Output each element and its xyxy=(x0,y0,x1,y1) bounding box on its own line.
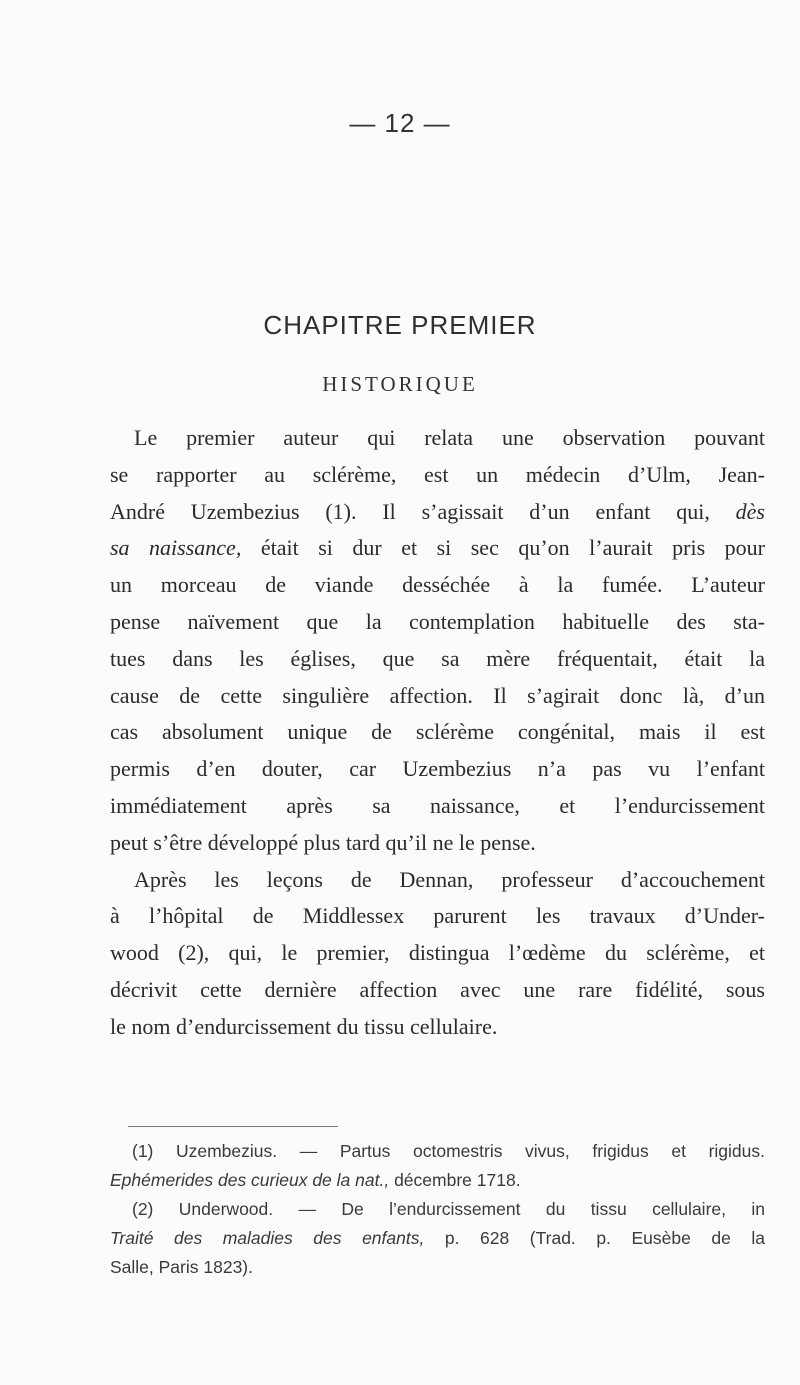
footnote-emphasis: Traité des maladies des enfants, xyxy=(110,1228,425,1248)
body-line xyxy=(110,494,765,531)
body-line: Le premier auteur qui relata une observation pouvant xyxy=(134,425,765,450)
body-text-run: était si dur et si sec qu’on l’aurait pris pour xyxy=(260,535,765,561)
footnote-text-run: décembre 1718. xyxy=(394,1170,521,1190)
body-line: décrivit cette dernière affection avec une rare fidélité, sous xyxy=(110,976,765,1002)
footnote-line: Salle, Paris 1823). xyxy=(110,1257,253,1277)
footnote-emphasis: Ephémerides des curieux de la nat., xyxy=(110,1170,390,1190)
footnotes xyxy=(110,1137,765,1282)
body-text xyxy=(110,420,765,1046)
body-line: pense naïvement que la contemplation habituelle des sta- xyxy=(110,608,765,634)
footnote-line: (1) Uzembezius. — Partus octomestris vivus, frigidus et rigidus. xyxy=(132,1141,765,1161)
page-number: — 12 — xyxy=(349,108,451,138)
footnote-divider xyxy=(128,1126,338,1127)
body-line: tues dans les églises, que sa mère fréquentait, était la xyxy=(110,645,765,671)
body-line: se rapporter au sclérème, est un médecin d’Ulm, Jean- xyxy=(110,461,765,487)
body-line: permis d’en douter, car Uzembezius n’a pas vu l’enfant xyxy=(110,756,765,782)
body-line: immédiatement après sa naissance, et l’endurcissement xyxy=(110,792,765,818)
emphasis: sa naissance, xyxy=(110,535,242,561)
body-line: cas absolument unique de sclérème congénital, mais il est xyxy=(110,719,765,745)
body-line: cause de cette singulière affection. Il s’agirait donc là, d’un xyxy=(110,682,765,708)
body-line: à l’hôpital de Middlessex parurent les travaux d’Under- xyxy=(110,903,765,929)
emphasis: dès xyxy=(735,498,765,524)
footnote-line: (2) Underwood. — De l’endurcissement du tissu cellulaire, in xyxy=(132,1199,765,1219)
footnote-line xyxy=(110,1166,765,1195)
body-line: le nom d’endurcissement du tissu cellulaire. xyxy=(110,1013,498,1039)
section-title: HISTORIQUE xyxy=(322,372,478,396)
footnote-line xyxy=(110,1224,765,1253)
body-line: Après les leçons de Dennan, professeur d’accouchement xyxy=(134,866,765,892)
chapter-title: CHAPITRE PREMIER xyxy=(263,310,537,340)
body-line: peut s’être développé plus tard qu’il ne le pense. xyxy=(110,829,536,855)
footnote-text-run: p. 628 (Trad. p. Eusèbe de la xyxy=(444,1228,765,1248)
body-line: un morceau de viande desséchée à la fumée. L’auteur xyxy=(110,572,765,598)
body-line xyxy=(110,530,765,567)
body-line: wood (2), qui, le premier, distingua l’œdème du sclérème, et xyxy=(110,940,765,966)
body-text-run: André Uzembezius (1). Il s’agissait d’un enfant qui, xyxy=(110,498,710,524)
